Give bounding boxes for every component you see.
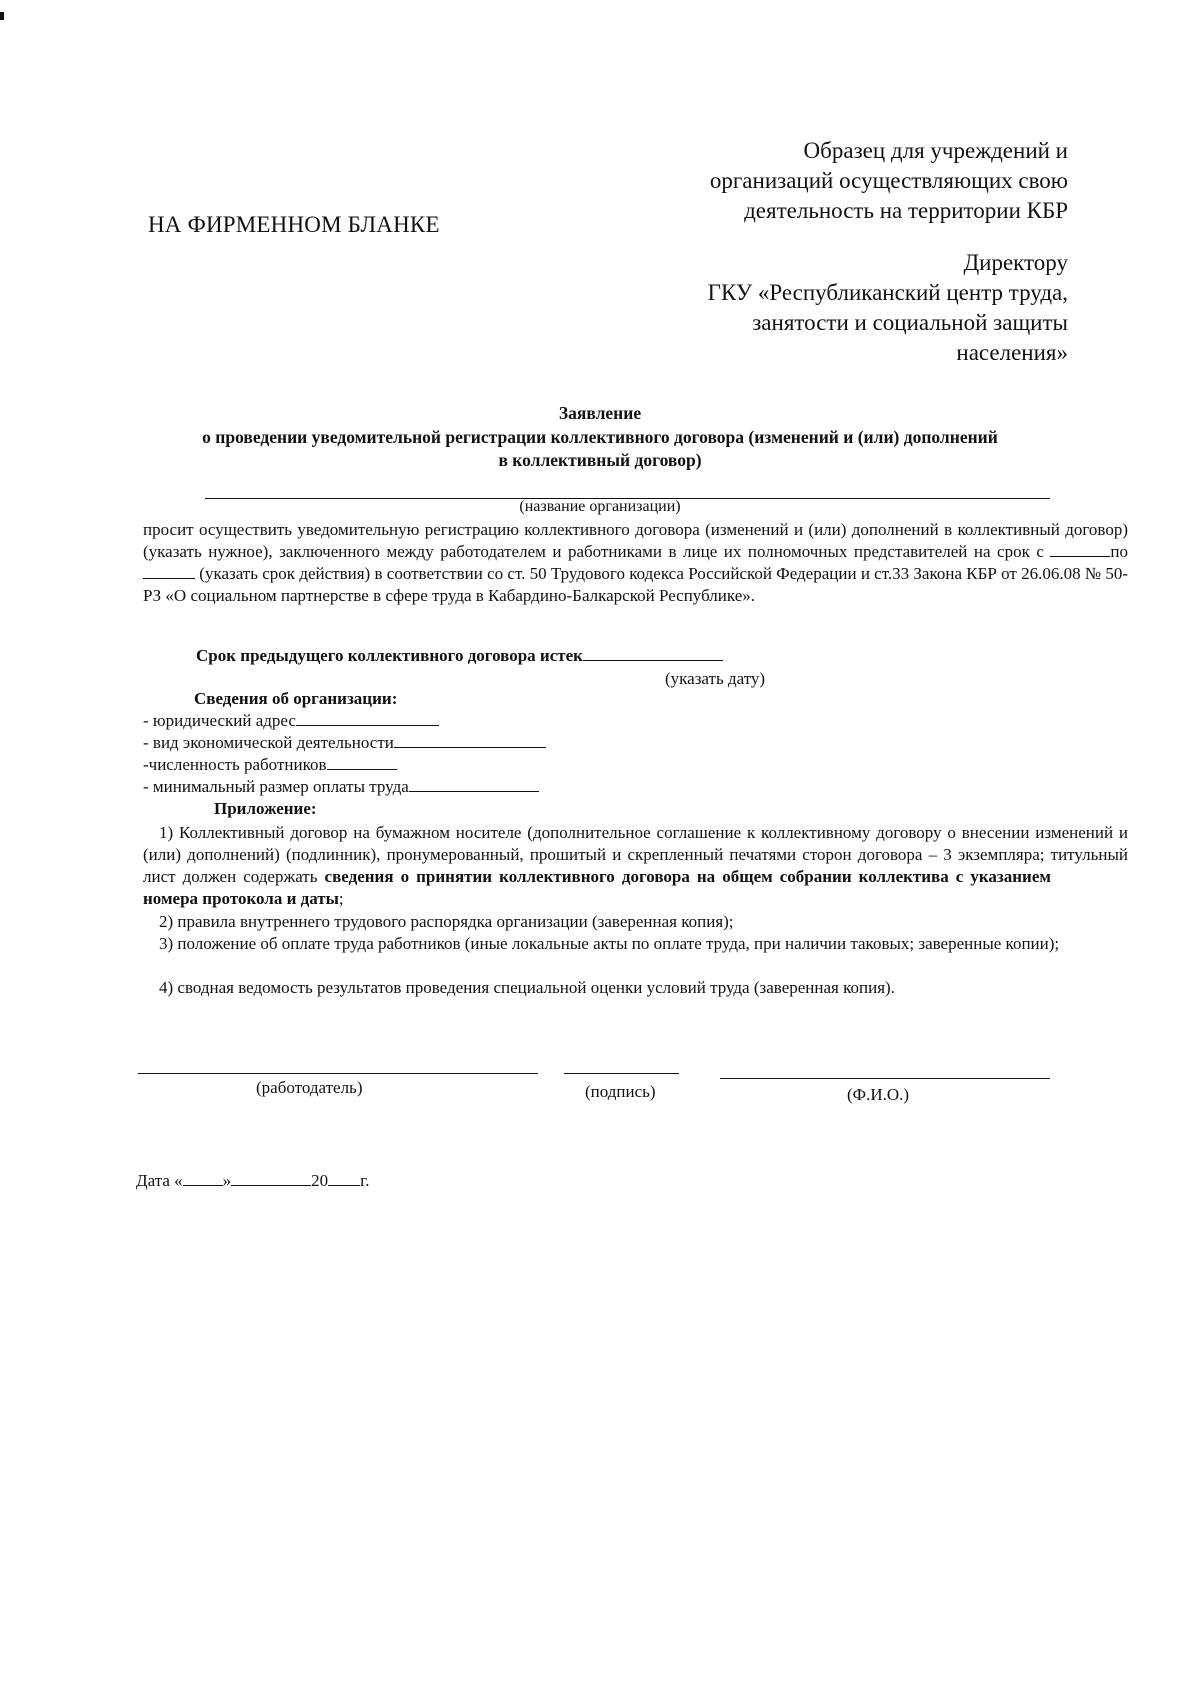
attachment-1-text: 1) Коллективный договор на бумажном носителе (дополнительное соглашение к коллективному договору о внесении изменений и (или) дополнений) (подлинник), пронумерованный, прошитый и скрепленный печатями сторон договора – 3 экземпляра; титульный лист должен содержать	[143, 823, 1128, 886]
addressee-line: ГКУ «Республиканский центр труда,	[707, 280, 1068, 305]
date-from-blank	[1050, 556, 1110, 557]
document-subtitle: о проведении уведомительной регистрации коллективного договора (изменений и (или) дополнений в коллективный договор)	[202, 427, 998, 470]
activity-blank	[394, 747, 546, 748]
attachment-item-2: 2) правила внутреннего трудового распорядка организации (заверенная копия);	[159, 912, 734, 931]
fullname-sign-line	[720, 1078, 1050, 1079]
date-close-quote: »	[222, 1171, 232, 1190]
attachments-heading: Приложение:	[214, 799, 317, 818]
min-wage-blank	[409, 791, 539, 792]
date-label: Дата	[136, 1171, 170, 1190]
legal-address-blank	[296, 725, 439, 726]
attachment-item-1	[143, 822, 1128, 910]
employer-sign-line	[138, 1073, 538, 1074]
org-info-label: -численность работников	[143, 755, 327, 774]
fullname-caption: (Ф.И.О.)	[847, 1085, 910, 1104]
previous-expiry-label: Срок предыдущего коллективного договора истек	[196, 646, 583, 665]
previous-expiry-hint: (указать дату)	[665, 669, 766, 688]
signature-caption: (подпись)	[585, 1082, 656, 1101]
attachment-item-4: 4) сводная ведомость результатов проведения специальной оценки условий труда (заверенная копия).	[159, 978, 895, 997]
sample-note-line: деятельность на территории КБР	[744, 198, 1068, 223]
document-title: Заявление	[558, 403, 642, 423]
attachment-1-end: ;	[338, 889, 344, 908]
attachment-1-bold: сведения о принятии коллективного договора на общем собрании коллектива с указанием	[324, 867, 1051, 886]
request-paragraph	[143, 519, 1128, 607]
date-to-blank	[143, 578, 195, 579]
addressee-line: населения»	[956, 340, 1068, 365]
date-day-blank	[183, 1185, 223, 1186]
headcount-blank	[327, 769, 397, 770]
org-info-item	[143, 732, 546, 754]
date-year-suffix: г.	[360, 1171, 370, 1190]
date-month-blank	[231, 1185, 311, 1186]
request-text-end: (указать срок действия) в соответствии со ст. 50 Трудового кодекса Российской Федерации и ст.33 Закона КБР от 26.06.08 № 50-РЗ «О социальном партнерстве в сфере труда в Кабардино-Балкарской Республике».	[143, 564, 1129, 605]
scan-mark	[0, 12, 4, 20]
org-info-item	[143, 754, 397, 776]
signature-line	[564, 1073, 679, 1074]
addressee-line: занятости и социальной защиты	[752, 310, 1068, 335]
org-info-label: - юридический адрес	[143, 711, 296, 730]
date-row	[136, 1170, 369, 1192]
date-open-quote: «	[174, 1171, 183, 1190]
org-info-label: - минимальный размер оплаты труда	[143, 777, 409, 796]
addressee-block	[708, 248, 1068, 368]
sample-note-line: организаций осуществляющих свою	[709, 168, 1068, 193]
attachment-1-bold-end: номера протокола и даты	[143, 889, 339, 908]
previous-expiry-blank	[583, 660, 723, 661]
request-text: просит осуществить уведомительную регистрацию коллективного договора (изменений и (или) дополнений в коллективный договор) (указать нужное), заключенного между работодателем и работниками в лице их полномочных представителей на срок с	[143, 520, 1128, 561]
sample-note	[710, 136, 1068, 226]
org-info-heading: Сведения об организации:	[194, 689, 398, 708]
org-info-item	[143, 776, 539, 798]
letterhead-note: НА ФИРМЕННОМ БЛАНКЕ	[148, 212, 440, 237]
attachment-item-3: 3) положение об оплате труда работников (иные локальные акты по оплате труда, при наличии таковых; заверенные копии);	[159, 934, 1060, 953]
org-info-item	[143, 710, 439, 732]
employer-caption: (работодатель)	[256, 1078, 363, 1097]
request-po: по	[1110, 542, 1129, 561]
date-year-blank	[328, 1185, 360, 1186]
previous-expiry-row	[196, 645, 723, 667]
sample-note-line: Образец для учреждений и	[803, 138, 1068, 163]
date-century: 20	[311, 1171, 329, 1190]
org-name-caption: (название организации)	[519, 498, 681, 515]
org-info-label: - вид экономической деятельности	[143, 733, 394, 752]
addressee-line: Директору	[963, 250, 1068, 275]
